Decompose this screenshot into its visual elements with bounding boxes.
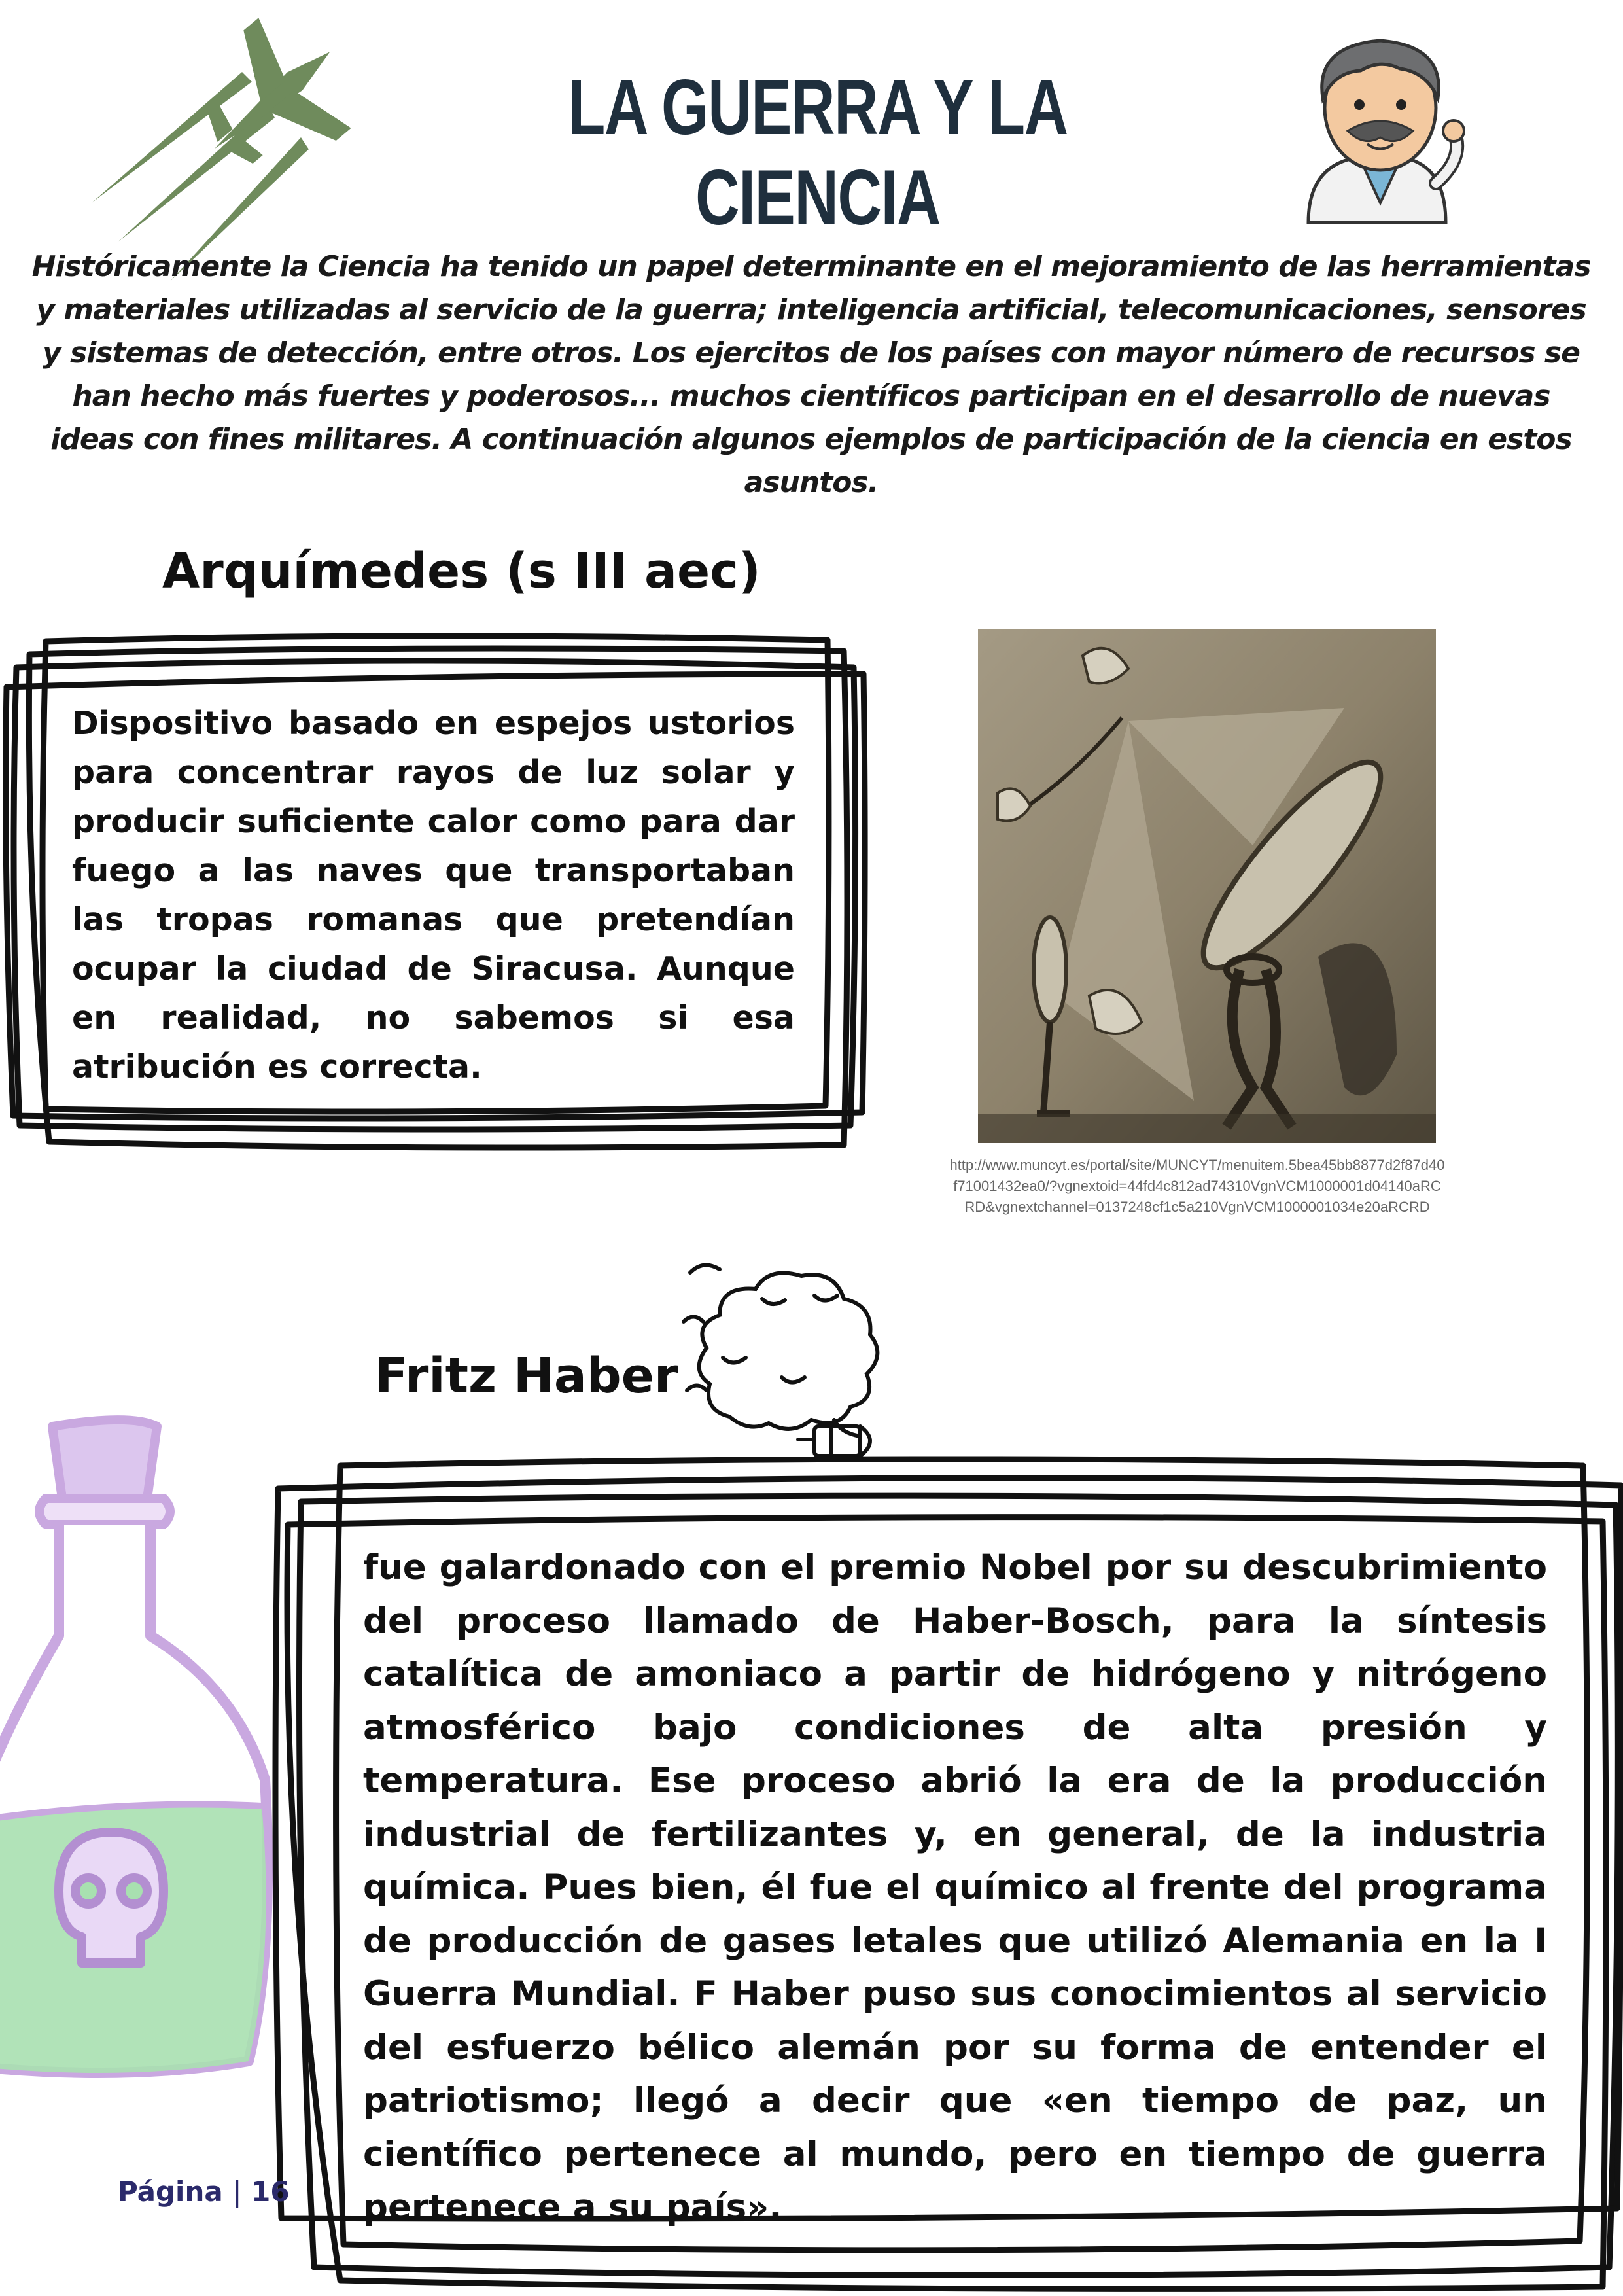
intro-paragraph: Históricamente la Ciencia ha tenido un papel determinante en el mejoramiento de las herramientas y materiales utilizadas al servicio de la guerra; inteligencia artificial, telecomunicaciones, sensores y sistemas de detección, entre otros. Los ejercitos de los países con mayor número de recursos se han hecho más fuertes y poderosos... muchos científicos participan en el desarrollo de nuevas ideas con fines militares. A continuación algunos ejemplos de participación de la ciencia en estos asuntos.	[31, 250, 1591, 499]
scientist-avatar-icon	[1282, 33, 1478, 222]
haber-description: fue galardonado con el premio Nobel por su descubrimiento del proceso llamado de Haber-Bosch, para la síntesis catalítica de amoniaco a partir de hidrógeno y nitrógeno atmosférico bajo condiciones de alta presión y temperatura. Ese proceso abrió la era de la producción industrial de fertilizantes y, en general, de la industria química. Pues bien, él fue el químico al frente del programa de producción de gases letales que utilizó Alemania en la I Guerra Mundial. F Haber puso sus conocimientos al servicio del esfuerzo bélico alemán por su forma de entender el patriotismo; llegó a decir que «en tiempo de paz, un científico pertenece al mundo, pero en tiempo de guerra pertenece a su país».	[363, 1547, 1547, 2227]
page-title: LA GUERRA Y LA CIENCIA	[568, 63, 1068, 241]
page-number-value: 16	[251, 2176, 290, 2208]
image-source-caption: http://www.muncyt.es/portal/site/MUNCYT/menuitem.5bea45bb8877d2f87d40f71001432ea0/?vgnextoid=44fd4c812ad74310VgnVCM1000001d04140aRCRD&vgnextchannel=0137248cf1c5a210VgnVCM1000001034e20aRCRD	[949, 1157, 1445, 1215]
poison-bottle-icon	[0, 1413, 281, 2100]
page-number	[118, 2176, 290, 2208]
haber-heading: Fritz Haber	[375, 1348, 678, 1404]
fighter-jet-icon	[79, 26, 353, 262]
archimedes-heading: Arquímedes (s III aec)	[162, 543, 761, 599]
gas-cloud-icon	[684, 1260, 893, 1475]
page-separator: |	[232, 2176, 242, 2208]
archimedes-description: Dispositivo basado en espejos ustorios para concentrar rayos de luz solar y producir suficiente calor como para dar fuego a las naves que transportaban las tropas romanas que pretendían ocupar la ciudad de Siracusa. Aunque en realidad, no sabemos si esa atribución es correcta.	[72, 705, 795, 1086]
burning-mirrors-image	[978, 629, 1436, 1143]
page-label: Página	[118, 2176, 223, 2208]
